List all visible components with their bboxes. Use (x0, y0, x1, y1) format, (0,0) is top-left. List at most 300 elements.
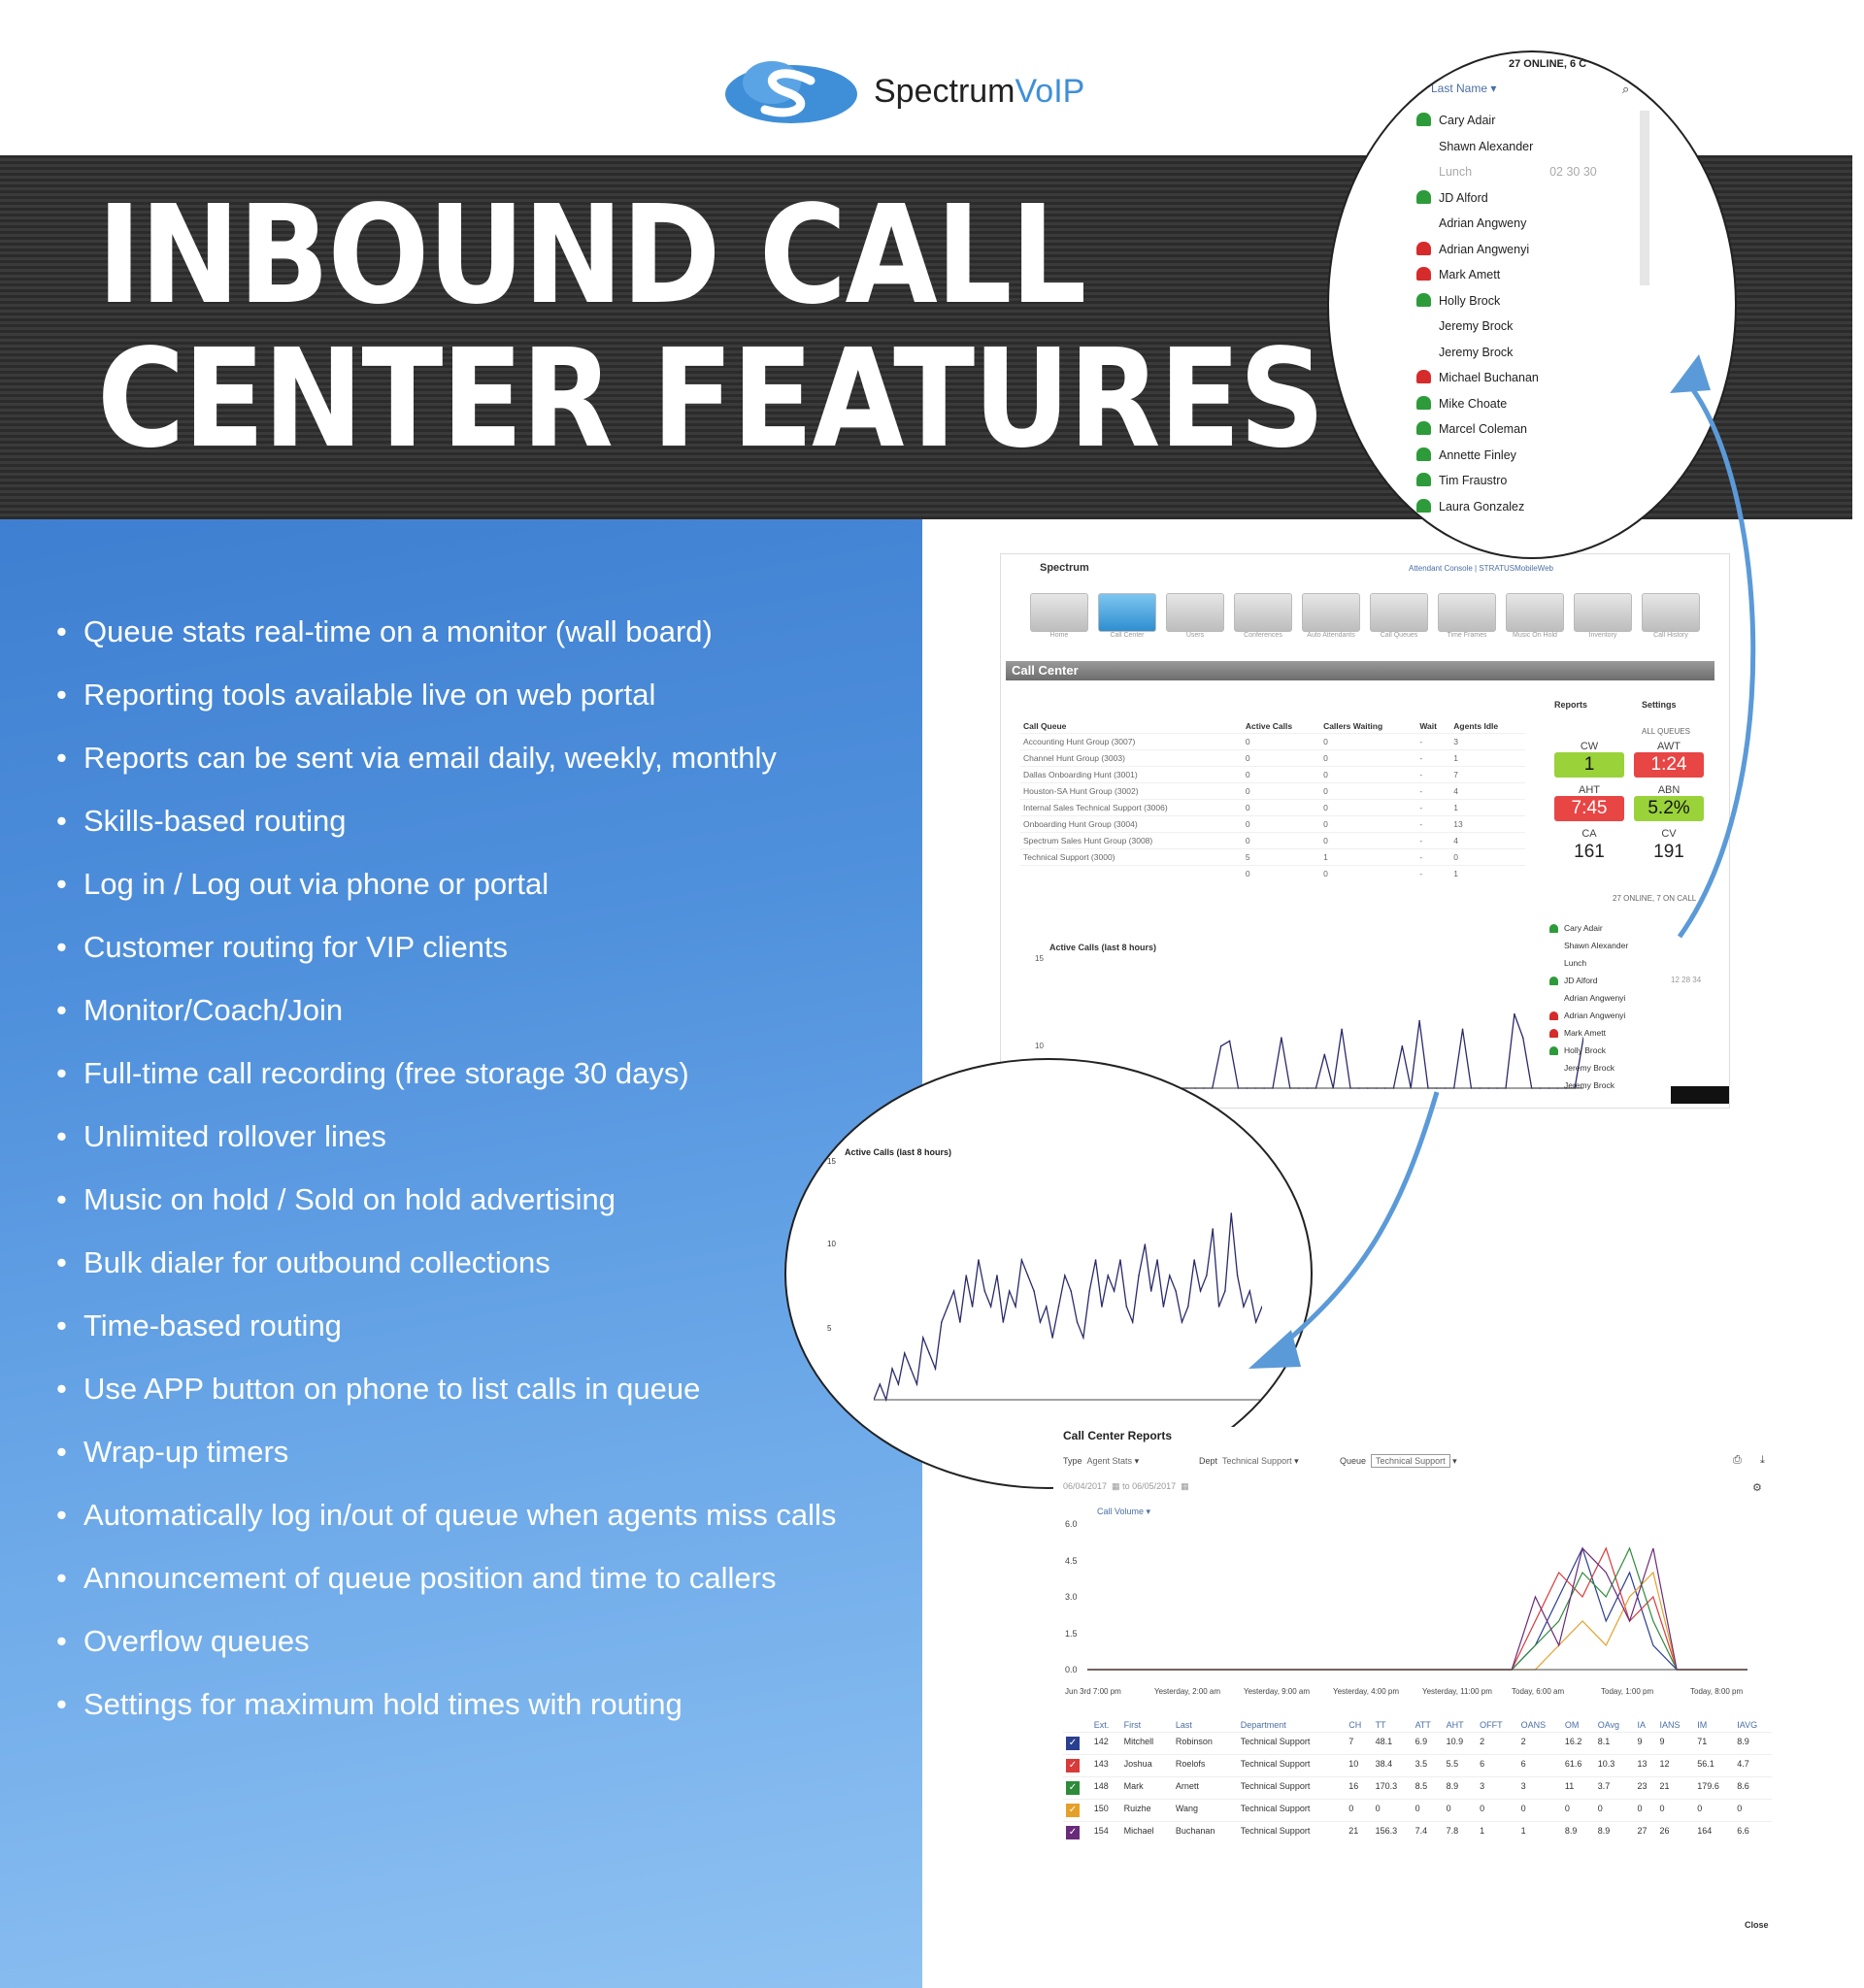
stat-value: 5.2% (1634, 796, 1704, 821)
report-col-header[interactable]: ATT (1415, 1720, 1431, 1730)
report-col-header[interactable] (1063, 1718, 1091, 1733)
data-point (1058, 1306, 1060, 1308)
active-calls-chart-title: Active Calls (last 8 hours) (1049, 943, 1157, 952)
online-count: 27 ONLINE, 7 ON CALL (1613, 894, 1697, 903)
queue-cell: 0 (1320, 750, 1416, 767)
report-col-header[interactable]: CH (1348, 1720, 1362, 1730)
queue-cell: 0 (1243, 750, 1320, 767)
agent-name: Cary Adair (1439, 114, 1496, 127)
data-point (953, 1290, 955, 1292)
agent-name: Holly Brock (1439, 293, 1501, 308)
table-cell: 3 (1477, 1777, 1517, 1800)
report-col-header[interactable]: TT (1375, 1720, 1386, 1730)
logo-wordmark: SpectrumVoIP (874, 73, 1085, 110)
stat-value: 1:24 (1634, 752, 1704, 778)
data-point (1150, 1290, 1152, 1292)
queue-cell: - (1416, 833, 1450, 849)
nav-label: Call Center (1110, 632, 1145, 639)
cloud-logo-icon (718, 53, 864, 131)
table-cell: 26 (1656, 1822, 1694, 1844)
table-cell: 10 (1346, 1755, 1372, 1777)
nav-label: Music On Hold (1513, 632, 1557, 639)
table-cell: 16.2 (1562, 1733, 1595, 1755)
queue-cell: Internal Sales Technical Support (3006) (1020, 800, 1243, 816)
report-series-line (1087, 1548, 1748, 1670)
data-point (990, 1306, 992, 1308)
table-cell: 170.3 (1373, 1777, 1413, 1800)
agent-name: Adrian Angweny (1439, 216, 1527, 230)
data-point (941, 1321, 943, 1323)
feature-item: • Wrap-up timers (56, 1432, 891, 1472)
queue-cell: Dallas Onboarding Hunt (3001) (1020, 767, 1243, 783)
table-cell: Joshua (1121, 1755, 1173, 1777)
search-icon[interactable]: ⌕ (1622, 82, 1630, 96)
mini-agent-name: JD Alford (1564, 976, 1598, 985)
table-cell: Mitchell (1121, 1733, 1173, 1755)
queue-cell: Technical Support (3000) (1020, 849, 1243, 866)
table-cell: Robinson (1173, 1733, 1238, 1755)
queue-cell: 0 (1243, 833, 1320, 849)
data-point (983, 1290, 985, 1292)
queue-cell: 0 (1320, 816, 1416, 833)
data-point (1082, 1337, 1084, 1339)
table-cell: 11 (1562, 1777, 1595, 1800)
report-col-header[interactable]: First (1123, 1720, 1142, 1730)
report-series-line (1087, 1548, 1748, 1670)
reports-tab[interactable]: Reports (1554, 700, 1588, 710)
table-cell: 1 (1518, 1822, 1562, 1844)
table-cell: 0 (1656, 1800, 1694, 1822)
mini-agent-name: Shawn Alexander (1564, 941, 1629, 950)
table-cell: 142 (1091, 1733, 1121, 1755)
nav-label: Users (1185, 632, 1205, 639)
chart-ytick: 10 (1035, 1042, 1044, 1050)
table-cell: 1 (1477, 1822, 1517, 1844)
table-cell: Technical Support (1238, 1733, 1346, 1755)
report-series-line (1087, 1548, 1748, 1670)
queue-cell: 0 (1320, 767, 1416, 783)
queue-cell: 0 (1320, 783, 1416, 800)
report-ytick: 4.5 (1065, 1555, 1078, 1566)
report-col-header[interactable]: IANS (1659, 1720, 1681, 1730)
mini-agent-name: Adrian Angwenyi (1564, 993, 1626, 1003)
chart-ytick: 15 (1035, 954, 1044, 963)
nav-item[interactable] (1025, 593, 1093, 639)
data-point (959, 1321, 961, 1323)
queue-cell: Accounting Hunt Group (3007) (1020, 734, 1243, 750)
nav-icon (1030, 593, 1088, 632)
user-icon (1416, 164, 1431, 178)
agent-row[interactable] (1416, 113, 1495, 127)
nav-item[interactable] (1161, 593, 1229, 639)
arrow-head-up-icon (1670, 354, 1711, 393)
feature-item: • Queue stats real-time on a monitor (wall board) (56, 612, 891, 651)
feature-list (56, 612, 891, 1747)
data-point (922, 1337, 924, 1339)
data-point (1033, 1290, 1035, 1292)
table-row[interactable] (1063, 1800, 1772, 1822)
table-cell: Michael (1121, 1822, 1173, 1844)
chart-zoom-circle (784, 1058, 1313, 1489)
report-xtick: Yesterday, 11:00 pm (1422, 1687, 1492, 1696)
data-point (1107, 1275, 1109, 1276)
series-line (874, 1213, 1262, 1400)
report-col-header[interactable]: Last (1175, 1720, 1192, 1730)
data-point (928, 1352, 930, 1354)
queue-cell: - (1416, 783, 1450, 800)
queue-cell: - (1416, 734, 1450, 750)
stat-value: 161 (1574, 842, 1605, 862)
row-checkbox[interactable] (1063, 1822, 1091, 1844)
table-cell: Technical Support (1238, 1777, 1346, 1800)
data-point (1040, 1321, 1042, 1323)
table-cell: 179.6 (1694, 1777, 1734, 1800)
table-row[interactable] (1063, 1733, 1772, 1755)
spectrum-voip-logo (718, 53, 1126, 131)
table-cell: Technical Support (1238, 1800, 1346, 1822)
agent-name: JD Alford (1439, 190, 1488, 205)
data-point (1126, 1306, 1128, 1308)
agent-name: Adrian Angwenyi (1439, 242, 1530, 256)
report-col-header[interactable]: OANS (1520, 1720, 1547, 1730)
table-row[interactable] (1063, 1822, 1772, 1844)
feature-item: • Time-based routing (56, 1306, 891, 1345)
section-title: Call Center (1012, 663, 1079, 678)
queue-col-header: Wait (1419, 721, 1437, 731)
stat-label: CV (1661, 828, 1677, 840)
queue-cell: 0 (1450, 849, 1525, 866)
data-point (1145, 1243, 1147, 1245)
mini-agent-name: Cary Adair (1564, 923, 1603, 933)
table-cell: 8.9 (1734, 1733, 1772, 1755)
queue-cell: 0 (1320, 833, 1416, 849)
agent-row[interactable] (1416, 164, 1597, 179)
queue-cell: 1 (1450, 866, 1525, 882)
queue-col-header: Callers Waiting (1323, 721, 1383, 731)
table-cell: 6.6 (1734, 1822, 1772, 1844)
data-point (1119, 1259, 1121, 1261)
row-checkbox[interactable] (1063, 1777, 1091, 1800)
data-point (1218, 1306, 1220, 1308)
zoom-ytick: 15 (827, 1157, 836, 1166)
nav-item[interactable] (1093, 593, 1161, 639)
table-cell: 150 (1091, 1800, 1121, 1822)
data-point (891, 1368, 893, 1370)
agent-stats-table (1063, 1718, 1772, 1843)
queue-cell: Onboarding Hunt Group (3004) (1020, 816, 1243, 833)
table-cell: 3.7 (1595, 1777, 1635, 1800)
table-cell: 3.5 (1413, 1755, 1444, 1777)
report-xtick: Today, 8:00 pm (1690, 1687, 1744, 1696)
data-point (1169, 1275, 1171, 1276)
table-cell: 8.9 (1444, 1777, 1478, 1800)
close-button[interactable]: Close (1745, 1920, 1769, 1930)
queue-cell: 0 (1243, 783, 1320, 800)
data-point (1114, 1290, 1115, 1292)
table-cell: 7.4 (1413, 1822, 1444, 1844)
table-cell: 2 (1518, 1733, 1562, 1755)
queue-cell: 3 (1450, 734, 1525, 750)
nav-label: Home (1049, 632, 1069, 639)
data-point (1095, 1259, 1097, 1261)
data-point (1187, 1306, 1189, 1308)
report-ytick: 1.5 (1065, 1628, 1078, 1639)
nav-label: Call Queues (1380, 632, 1418, 639)
queue-cell: 1 (1320, 849, 1416, 866)
table-cell: 156.3 (1373, 1822, 1413, 1844)
report-col-header[interactable]: IM (1697, 1720, 1708, 1730)
sort-dropdown[interactable]: Last Name ▾ (1431, 82, 1497, 95)
agent-row[interactable] (1416, 318, 1513, 333)
queue-cell: 1 (1450, 750, 1525, 767)
feature-item: • Skills-based routing (56, 801, 891, 841)
feature-item: • Customer routing for VIP clients (56, 927, 891, 967)
queue-cell: 0 (1243, 800, 1320, 816)
user-icon (1416, 215, 1431, 229)
agent-row[interactable] (1416, 190, 1488, 205)
agent-name: Shawn Alexander (1439, 139, 1534, 153)
user-icon (1416, 190, 1431, 204)
dept-filter[interactable]: Dept Technical Support ▾ (1199, 1456, 1299, 1466)
report-col-header[interactable]: OM (1564, 1720, 1580, 1730)
gear-icon[interactable]: ⚙ (1752, 1482, 1762, 1494)
chevron-down-icon: ▾ (1490, 82, 1497, 95)
data-point (1237, 1275, 1239, 1276)
table-cell: 12 (1656, 1755, 1694, 1777)
table-cell: 5.5 (1444, 1755, 1478, 1777)
checkbox-icon: ✓ (1066, 1826, 1080, 1839)
data-point (1101, 1306, 1103, 1308)
queue-cell (1020, 866, 1243, 882)
mini-agent-name: Mark Amett (1564, 1028, 1606, 1038)
feature-item: • Full-time call recording (free storage 30 days) (56, 1053, 891, 1093)
arrow-down (1272, 1092, 1437, 1354)
report-xtick: Yesterday, 2:00 am (1154, 1687, 1221, 1696)
table-cell: Arnett (1173, 1777, 1238, 1800)
report-col-header[interactable]: OFFT (1480, 1720, 1503, 1730)
nav-label: Time Frames (1447, 632, 1487, 639)
data-point (904, 1352, 906, 1354)
online-status: 27 ONLINE, 6 C (1509, 58, 1587, 70)
agent-row[interactable] (1416, 242, 1529, 256)
report-col-header[interactable]: Ext. (1093, 1720, 1110, 1730)
row-checkbox[interactable] (1063, 1733, 1091, 1755)
title-line-2: CENTER FEATURES (97, 320, 1324, 479)
user-icon (1416, 267, 1431, 281)
data-point (1138, 1275, 1140, 1276)
data-point (1206, 1275, 1208, 1276)
nav-label: Auto Attendants (1307, 632, 1355, 639)
feature-item: • Unlimited rollover lines (56, 1116, 891, 1156)
report-col-header[interactable]: AHT (1446, 1720, 1464, 1730)
scrollbar[interactable] (1640, 111, 1649, 285)
row-checkbox[interactable] (1063, 1800, 1091, 1822)
table-cell: 2 (1477, 1733, 1517, 1755)
table-cell: 27 (1634, 1822, 1656, 1844)
table-cell: 10.3 (1595, 1755, 1635, 1777)
report-series-line (1087, 1548, 1748, 1670)
queue-cell: 0 (1243, 767, 1320, 783)
queue-filter[interactable]: Queue Technical Support ▾ (1340, 1456, 1457, 1466)
data-point (1009, 1290, 1011, 1292)
table-cell: 21 (1656, 1777, 1694, 1800)
data-point (1021, 1259, 1023, 1261)
user-icon (1416, 139, 1431, 152)
metric-select[interactable]: Call Volume ▾ (1097, 1507, 1151, 1516)
stat-label: CW (1580, 741, 1599, 752)
agent-name: Tim Fraustro (1439, 474, 1508, 487)
report-col-header[interactable]: OAvg (1597, 1720, 1620, 1730)
table-cell: 0 (1595, 1800, 1635, 1822)
portal-brand: Spectrum (1040, 562, 1089, 574)
date-range[interactable]: 06/04/2017 ▦ to 06/05/2017 ▦ (1063, 1481, 1189, 1491)
table-cell: 10.9 (1444, 1733, 1478, 1755)
row-checkbox[interactable] (1063, 1755, 1091, 1777)
table-cell: Wang (1173, 1800, 1238, 1822)
report-col-header[interactable]: IA (1637, 1720, 1646, 1730)
checkbox-icon: ✓ (1066, 1781, 1080, 1795)
report-ytick: 3.0 (1065, 1592, 1078, 1602)
queue-cell: Channel Hunt Group (3003) (1020, 750, 1243, 767)
data-point (880, 1383, 882, 1385)
download-icon[interactable]: ⤓ (1760, 1454, 1765, 1466)
agent-name: Mike Choate (1439, 396, 1508, 411)
table-cell: 6 (1518, 1755, 1562, 1777)
queue-cell: 5 (1243, 849, 1320, 866)
feature-item: • Overflow queues (56, 1621, 891, 1661)
nav-icon (1166, 593, 1224, 632)
arrow-up (1680, 379, 1753, 937)
agent-name: Jeremy Brock (1439, 319, 1514, 333)
queue-col-header: Call Queue (1023, 721, 1067, 731)
features-panel (0, 519, 922, 1988)
all-queues-label: ALL QUEUES (1642, 727, 1690, 736)
table-row[interactable] (1063, 1777, 1772, 1800)
report-xtick: Today, 6:00 am (1512, 1687, 1565, 1696)
user-icon (1416, 293, 1431, 307)
report-col-header[interactable]: Department (1240, 1720, 1286, 1730)
table-cell: 0 (1562, 1800, 1595, 1822)
feature-item: • Settings for maximum hold times with routing (56, 1684, 891, 1724)
table-cell: 0 (1346, 1800, 1372, 1822)
queue-col-header: Agents Idle (1453, 721, 1499, 731)
table-cell: 8.6 (1734, 1777, 1772, 1800)
feature-item: • Music on hold / Sold on hold advertising (56, 1179, 891, 1219)
user-icon (1416, 242, 1431, 255)
queue-cell: - (1416, 800, 1450, 816)
queue-cell: 0 (1243, 816, 1320, 833)
data-point (1163, 1306, 1165, 1308)
agent-row[interactable] (1416, 267, 1500, 282)
feature-item: • Log in / Log out via phone or portal (56, 864, 891, 904)
zoom-ytick: 5 (827, 1324, 832, 1333)
data-point (996, 1275, 998, 1276)
title-line-1: INBOUND CALL (97, 177, 1085, 335)
print-icon[interactable]: ⎙ (1733, 1454, 1742, 1466)
table-cell: 8.9 (1595, 1822, 1635, 1844)
zoom-ytick: 10 (827, 1240, 836, 1248)
agent-row[interactable] (1416, 293, 1500, 308)
mini-agent-name: Holly Brock (1564, 1045, 1606, 1055)
table-cell: 0 (1444, 1800, 1478, 1822)
table-cell: 0 (1634, 1800, 1656, 1822)
feature-item: • Automatically log in/out of queue when agents miss calls (56, 1495, 891, 1535)
report-xtick: Today, 1:00 pm (1601, 1687, 1654, 1696)
checkbox-icon: ✓ (1066, 1804, 1080, 1817)
table-cell: 38.4 (1373, 1755, 1413, 1777)
mini-agent-name: Jeremy Brock (1564, 1080, 1614, 1090)
mini-agent-name: Adrian Angwenyi (1564, 1011, 1626, 1020)
user-icon (1416, 318, 1431, 332)
table-cell: 9 (1634, 1733, 1656, 1755)
queue-cell: 0 (1320, 866, 1416, 882)
table-cell: 7 (1346, 1733, 1372, 1755)
table-cell: 154 (1091, 1822, 1121, 1844)
mini-agent-name: Lunch (1564, 958, 1587, 968)
table-cell: 71 (1694, 1733, 1734, 1755)
queue-cell: - (1416, 767, 1450, 783)
table-cell: 56.1 (1694, 1755, 1734, 1777)
report-col-header[interactable]: IAVG (1737, 1720, 1758, 1730)
data-point (1193, 1259, 1195, 1261)
settings-tab[interactable]: Settings (1642, 700, 1677, 710)
data-point (1070, 1290, 1072, 1292)
agent-name: Laura Gonzalez (1439, 499, 1525, 514)
data-point (978, 1259, 980, 1261)
queue-col-header: Active Calls (1245, 721, 1293, 731)
type-filter[interactable]: Type Agent Stats ▾ (1063, 1456, 1140, 1466)
table-cell: 9 (1656, 1733, 1694, 1755)
table-cell: 48.1 (1373, 1733, 1413, 1755)
data-point (1064, 1275, 1066, 1276)
table-cell: Technical Support (1238, 1755, 1346, 1777)
table-cell: 4.7 (1734, 1755, 1772, 1777)
table-cell: 3 (1518, 1777, 1562, 1800)
reports-title: Call Center Reports (1063, 1429, 1173, 1442)
feature-item: • Reporting tools available live on web portal (56, 675, 891, 714)
report-ytick: 6.0 (1065, 1519, 1078, 1529)
stat-label: CA (1581, 828, 1597, 840)
data-point (910, 1368, 912, 1370)
portal-top-links[interactable]: Attendant Console | STRATUSMobileWeb (1409, 564, 1553, 573)
table-cell: 8.5 (1413, 1777, 1444, 1800)
data-point (1220, 1045, 1222, 1047)
nav-label: Call History (1653, 632, 1688, 639)
queue-cell: - (1416, 750, 1450, 767)
data-point (1132, 1321, 1134, 1323)
queue-cell: 0 (1243, 734, 1320, 750)
agent-row[interactable] (1416, 139, 1533, 153)
queue-cell: - (1416, 816, 1450, 833)
queue-cell: Houston-SA Hunt Group (3002) (1020, 783, 1243, 800)
call-volume-chart (1087, 1524, 1767, 1679)
agent-name: Marcel Coleman (1439, 422, 1528, 436)
queue-cell: - (1416, 866, 1450, 882)
table-row[interactable] (1063, 1755, 1772, 1777)
table-cell: 23 (1634, 1777, 1656, 1800)
stat-label: AWT (1656, 741, 1681, 752)
table-cell: 0 (1477, 1800, 1517, 1822)
lunch-timer: 12 28 34 (1671, 976, 1702, 984)
table-cell: 0 (1413, 1800, 1444, 1822)
data-point (1212, 1228, 1214, 1230)
data-point (947, 1306, 949, 1308)
data-point (916, 1383, 918, 1385)
table-cell: Buchanan (1173, 1822, 1238, 1844)
queue-cell: 4 (1450, 783, 1525, 800)
agent-row[interactable] (1416, 215, 1526, 230)
table-cell: Roelofs (1173, 1755, 1238, 1777)
